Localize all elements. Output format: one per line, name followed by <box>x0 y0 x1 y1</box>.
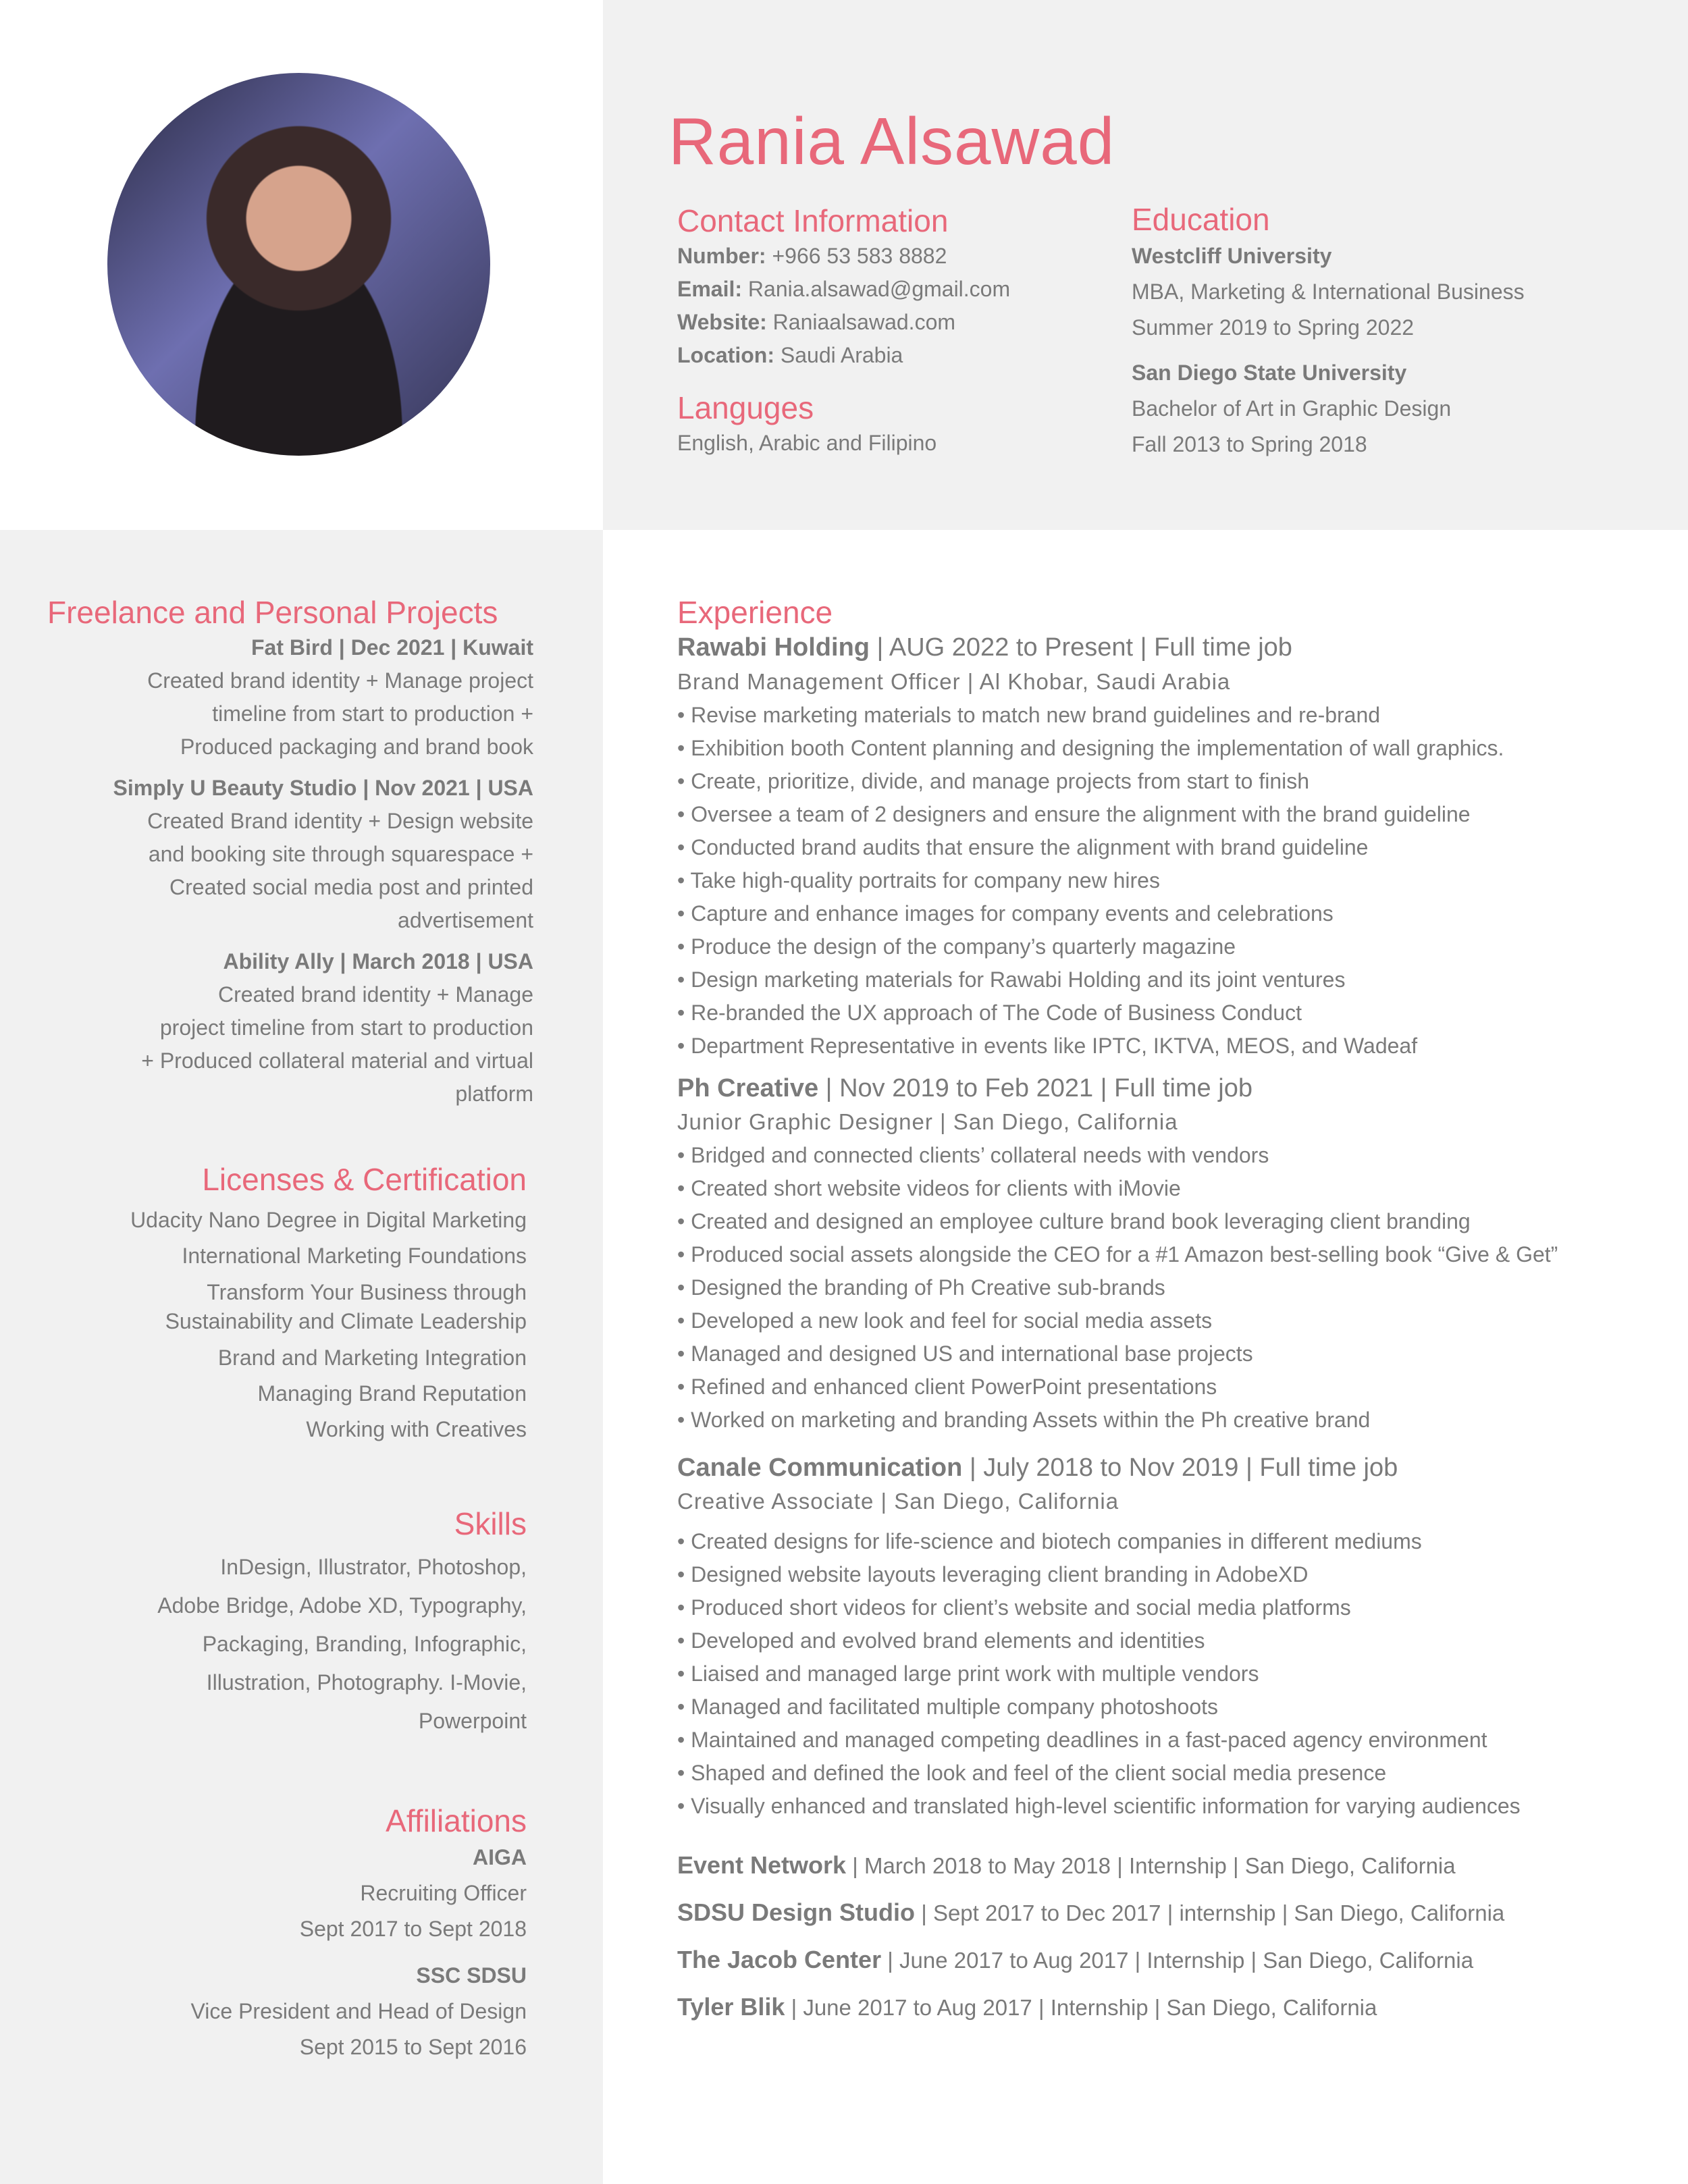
job-item <box>677 1072 1677 1437</box>
internship-list <box>677 1842 1677 2031</box>
job-meta: | July 2018 to Nov 2019 | Full time job <box>962 1453 1398 1482</box>
licenses-section <box>27 1161 527 1447</box>
job-role: Junior Graphic Designer | San Diego, California <box>677 1109 1178 1134</box>
project-head: Simply U Beauty Studio | Nov 2021 | USA <box>113 776 533 801</box>
education-dates: Fall 2013 to Spring 2018 <box>1132 432 1367 457</box>
affiliation-role: Recruiting Officer <box>360 1881 527 1906</box>
contact-email: Email: Rania.alsawad@gmail.com <box>677 277 1011 302</box>
contact-number: Number: +966 53 583 8882 <box>677 244 947 269</box>
job-meta: | Nov 2019 to Feb 2021 | Full time job <box>818 1073 1252 1102</box>
job-bullet: • Maintained and managed competing deadlines in a fast-paced agency environment <box>677 1724 1677 1757</box>
job-role: Creative Associate | San Diego, California <box>677 1489 1119 1514</box>
contact-website: Website: Raniaalsawad.com <box>677 310 956 335</box>
job-bullet: • Bridged and connected clients’ collateral needs with vendors <box>677 1139 1677 1172</box>
internship-item <box>677 1889 1677 1936</box>
job-header <box>677 1451 1677 1485</box>
license-item: Sustainability and Climate Leadership <box>165 1309 527 1334</box>
job-company: Rawabi Holding <box>677 633 870 662</box>
job-bullet: • Revise marketing materials to match new brand guidelines and re-brand <box>677 699 1677 732</box>
project-line: Created brand identity + Manage <box>218 982 533 1007</box>
license-item: Working with Creatives <box>306 1417 527 1442</box>
project-line: Created Brand identity + Design website <box>147 809 533 834</box>
job-bullet: • Conducted brand audits that ensure the alignment with brand guideline <box>677 831 1677 864</box>
job-bullet: • Refined and enhanced client PowerPoint presentations <box>677 1370 1677 1404</box>
education-school: Westcliff University <box>1132 244 1332 269</box>
project-line: project timeline from start to production <box>159 1015 533 1040</box>
job-bullet: • Created designs for life-science and biotech companies in different mediums <box>677 1525 1677 1558</box>
job-item <box>677 1451 1677 1823</box>
job-header <box>677 631 1677 664</box>
job-bullet: • Managed and designed US and international base projects <box>677 1337 1677 1370</box>
job-bullets <box>677 1139 1677 1437</box>
job-item <box>677 631 1677 1062</box>
internship-meta: | March 2018 to May 2018 | Internship | San Diego, California <box>846 1853 1456 1879</box>
project-item <box>27 631 533 764</box>
job-bullet: • Produce the design of the company’s quarterly magazine <box>677 930 1677 963</box>
job-bullet: • Created and designed an employee culture brand book leveraging client branding <box>677 1205 1677 1238</box>
job-company: Canale Communication <box>677 1453 963 1482</box>
skills-line: Adobe Bridge, Adobe XD, Typography, <box>157 1593 527 1618</box>
project-line: advertisement <box>398 908 533 933</box>
contact-title: Contact Information <box>677 203 949 238</box>
person-name: Rania Alsawad <box>668 104 1115 178</box>
education-section <box>1132 201 1672 462</box>
job-bullet: • Created short website videos for clients with iMovie <box>677 1172 1677 1205</box>
job-bullet: • Worked on marketing and branding Assets within the Ph creative brand <box>677 1404 1677 1437</box>
profile-photo <box>107 73 490 456</box>
internship-item <box>677 1842 1677 1889</box>
job-bullet: • Produced short videos for client’s website and social media platforms <box>677 1591 1677 1624</box>
education-degree: Bachelor of Art in Graphic Design <box>1132 396 1452 421</box>
freelance-section <box>27 594 533 1111</box>
skills-line: Illustration, Photography. I-Movie, <box>206 1670 527 1695</box>
job-bullet: • Take high-quality portraits for company new hires <box>677 864 1677 897</box>
license-item: Managing Brand Reputation <box>257 1381 527 1406</box>
internship-company: Tyler Blik <box>677 1993 785 2021</box>
job-bullet: • Designed the branding of Ph Creative sub-brands <box>677 1271 1677 1304</box>
skills-line: Packaging, Branding, Infographic, <box>202 1632 527 1657</box>
affiliation-dates: Sept 2017 to Sept 2018 <box>299 1917 527 1942</box>
job-bullets <box>677 699 1677 1063</box>
internship-meta: | Sept 2017 to Dec 2017 | internship | San Diego, California <box>915 1900 1505 1926</box>
job-company: Ph Creative <box>677 1073 819 1102</box>
licenses-title: Licenses & Certification <box>202 1162 527 1197</box>
job-role: Brand Management Officer | Al Khobar, Saudi Arabia <box>677 668 1231 694</box>
experience-section <box>677 594 1677 2031</box>
license-item: International Marketing Foundations <box>182 1244 527 1269</box>
affiliation-dates: Sept 2015 to Sept 2016 <box>299 2035 527 2060</box>
internship-item <box>677 1936 1677 1983</box>
internship-meta: | June 2017 to Aug 2017 | Internship | San Diego, California <box>881 1948 1474 1973</box>
job-bullet: • Design marketing materials for Rawabi Holding and its joint ventures <box>677 963 1677 996</box>
project-head: Ability Ally | March 2018 | USA <box>223 949 533 974</box>
job-bullets <box>677 1525 1677 1823</box>
affiliations-section <box>27 1803 527 2065</box>
internship-item <box>677 1983 1677 2031</box>
project-head: Fat Bird | Dec 2021 | Kuwait <box>250 635 533 660</box>
license-item: Transform Your Business through <box>207 1280 527 1305</box>
license-item: Udacity Nano Degree in Digital Marketing <box>130 1208 527 1233</box>
education-degree: MBA, Marketing & International Business <box>1132 279 1525 304</box>
internship-meta: | June 2017 to Aug 2017 | Internship | San Diego, California <box>785 1995 1377 2021</box>
internship-company: SDSU Design Studio <box>677 1898 916 1927</box>
skills-title: Skills <box>454 1506 527 1541</box>
job-bullet: • Create, prioritize, divide, and manage projects from start to finish <box>677 765 1677 798</box>
freelance-title: Freelance and Personal Projects <box>47 595 498 630</box>
project-line: Created social media post and printed <box>169 875 533 900</box>
project-line: and booking site through squarespace + <box>148 842 533 867</box>
project-line: Created brand identity + Manage project <box>147 668 533 693</box>
affiliation-role: Vice President and Head of Design <box>190 1999 527 2024</box>
project-line: Produced packaging and brand book <box>180 735 533 760</box>
contact-location: Location: Saudi Arabia <box>677 343 903 368</box>
job-bullet: • Capture and enhance images for company events and celebrations <box>677 897 1677 930</box>
job-bullet: • Exhibition booth Content planning and designing the implementation of wall graphics. <box>677 732 1677 765</box>
contact-section <box>677 203 1109 460</box>
internship-company: Event Network <box>677 1851 847 1880</box>
job-bullet: • Re-branded the UX approach of The Code of Business Conduct <box>677 996 1677 1030</box>
affiliation-org: AIGA <box>473 1845 527 1870</box>
job-bullet: • Managed and facilitated multiple company photoshoots <box>677 1690 1677 1724</box>
skills-line: InDesign, Illustrator, Photoshop, <box>220 1555 527 1580</box>
affiliations-title: Affiliations <box>386 1803 527 1838</box>
job-bullet: • Department Representative in events like IPTC, IKTVA, MEOS, and Wadeaf <box>677 1030 1677 1063</box>
skills-line: Powerpoint <box>418 1709 527 1734</box>
job-bullet: • Visually enhanced and translated high-level scientific information for varying audiences <box>677 1790 1677 1823</box>
job-bullet: • Produced social assets alongside the CEO for a #1 Amazon best-selling book “Give & Get” <box>677 1238 1677 1271</box>
experience-title: Experience <box>677 595 833 630</box>
project-item <box>27 772 533 937</box>
project-line: platform <box>455 1082 533 1107</box>
job-meta: | AUG 2022 to Present | Full time job <box>870 633 1292 662</box>
project-item <box>27 945 533 1111</box>
affiliation-org: SSC SDSU <box>416 1963 527 1988</box>
internship-company: The Jacob Center <box>677 1946 882 1974</box>
education-dates: Summer 2019 to Spring 2022 <box>1132 315 1415 340</box>
languages-title: Languges <box>677 390 814 426</box>
education-school: San Diego State University <box>1132 361 1407 385</box>
languages-text: English, Arabic and Filipino <box>677 431 937 456</box>
job-bullet: • Developed and evolved brand elements and identities <box>677 1624 1677 1657</box>
job-header <box>677 1072 1677 1105</box>
job-bullet: • Liaised and managed large print work with multiple vendors <box>677 1657 1677 1690</box>
license-item: Brand and Marketing Integration <box>217 1346 527 1370</box>
project-line: timeline from start to production + <box>212 701 533 726</box>
job-bullet: • Designed website layouts leveraging client branding in AdobeXD <box>677 1558 1677 1591</box>
project-line: + Produced collateral material and virtual <box>141 1048 533 1073</box>
skills-section <box>27 1506 527 1740</box>
education-title: Education <box>1132 202 1270 237</box>
job-bullet: • Oversee a team of 2 designers and ensure the alignment with the brand guideline <box>677 798 1677 831</box>
job-bullet: • Developed a new look and feel for social media assets <box>677 1304 1677 1337</box>
job-bullet: • Shaped and defined the look and feel of the client social media presence <box>677 1757 1677 1790</box>
